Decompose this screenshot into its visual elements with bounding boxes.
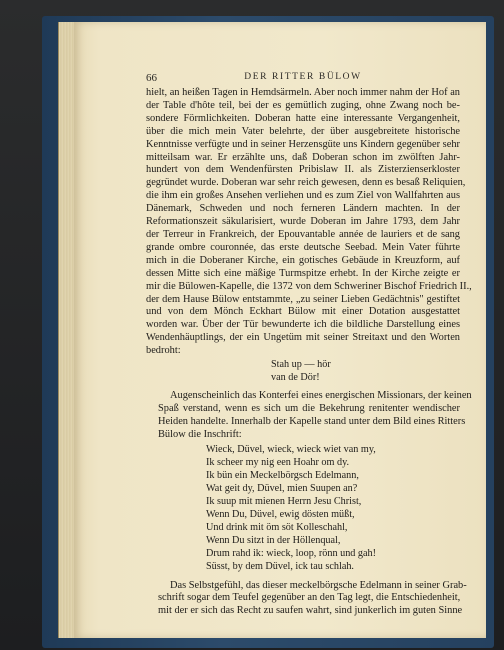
text-line: Ik scheer my nig een Hoahr om dy. [206,457,350,469]
text-line: der Terreur in Frankreich, der Epouvantable année de lauriers et de sang [146,228,460,240]
text-line: Bülow die Inschrift: [158,428,242,440]
paragraph [146,579,467,619]
text-line: Spaß verstand, wenn es sich um die Bekehrung renitenter wendischer [158,402,460,414]
text-line: gegründet wurde. Doberan war sehr reich gewesen, denn es besaß Reliquien, [146,177,466,189]
text-line: Wendenhäuptlings, der ein Ungetüm mit seiner Streitaxt und den Worten [146,332,460,344]
text-line: Heiden handelte. Innerhalb der Kapelle stand unter dem Bild eines Ritters [158,415,466,427]
text-line: Ik bün ein Meckelbörgsch Edelmann, [206,470,359,482]
text-line: Das Selbstgefühl, das dieser meckelbörgsche Edelmann in seiner Grab- [170,579,467,591]
text-line: grande ombre couronnée, das erste deutsche Seebad. Mein Vater führte [146,241,460,253]
text-line: über die mich mein Vater belehrte, der über ausgebreitete historische [146,125,460,137]
paragraph [146,389,472,442]
text-line: bedroht: [146,345,181,357]
poem-inscription [146,444,460,573]
text-line: schrift sogar dem Teufel gegenüber an den Tag legt, die Entschiedenheit, [158,592,461,604]
text-line: Drum rahd ik: wieck, loop, rönn und gah! [206,547,377,559]
running-head: DER RITTER BÜLOW [244,72,362,82]
text-line: Kenntnisse verfügte und in seiner Herzensgüte uns Kindern gegenüber sehr [146,138,460,150]
text-line: van de Dör! [271,371,320,383]
text-line: sondere Förmlichkeiten. Doberan hatte eine interessante Vergangenheit, [146,112,460,124]
page-header [146,24,460,84]
text-line: mich in die Doberaner Kirche, ein gotisches Gebäude in Kreuzform, auf [146,254,460,266]
text-line: die ihm ein großes Ansehen verliehen und es zum Ziel von Wallfahrten aus [146,190,460,202]
paragraph [146,87,472,358]
text-line: Reformationszeit säkularisiert, wurde Doberan im Jahre 1793, dem Jahr [146,216,460,228]
text-line: Wenn Du, Düvel, ewig dösten müßt, [206,509,355,520]
text-line: hielt, an heißen Tagen in Hemdsärmeln. Aber noch immer nahm der Hof an [146,87,460,98]
text-line: mit der er sich das Recht zu saufen wahrt, sind junkerlich im guten Sinne [158,605,463,617]
text-line: worden war. Über der Tür bewunderte ich die bildliche Darstellung eines [146,319,460,331]
text-line: Wieck, Düvel, wieck, wieck wiet van my, [206,444,376,456]
text-line: dessen Mitte sich eine mäßige Turmspitze erhebt. In der Kirche zeigte er [146,267,460,279]
text-line: Augenscheinlich das Konterfei eines energischen Missionars, der keinen [170,389,472,401]
short-quote [146,359,460,385]
text-line: Süsst, by dem Düvel, ick tau schlah. [206,560,354,572]
text-line: Und drink mit öm söt Kolleschahl, [206,521,348,533]
text-line: Wenn Du sitzt in der Höllenqual, [206,534,341,546]
text-line: Dänemark, Schweden und noch ferneren Ländern machten. In der [146,203,460,215]
text-line: Stah up — hör [271,359,331,371]
text-line: Wat geit dy, Düvel, mien Suupen an? [206,483,358,495]
text-line: und von dem Mönch Eckhart Bülow mit einer Dotation ausgestattet [146,306,460,318]
text-line: mir die Bülowen-Kapelle, die 1372 von dem Schweriner Bischof Friedrich II., [146,280,472,292]
page-number: 66 [146,72,157,84]
text-line: der Table d'hôte teil, bei der es gemütlich zuging, ohne Zwang noch be- [146,99,460,111]
text-line: hundert von dem Wendenfürsten Pribislaw II. als Zisterzienserkloster [146,164,460,176]
text-line: Ik suup mit mienen Herrn Jesu Christ, [206,496,362,508]
text-line: mitteilsam war. Er erzählte uns, daß Doberan schon im zwölften Jahr- [146,151,460,163]
text-line: der dem Hause Bülow entstammte, „zu seiner Lieben Gedächtnis" gestiftet [146,293,460,305]
body-text [146,87,472,618]
